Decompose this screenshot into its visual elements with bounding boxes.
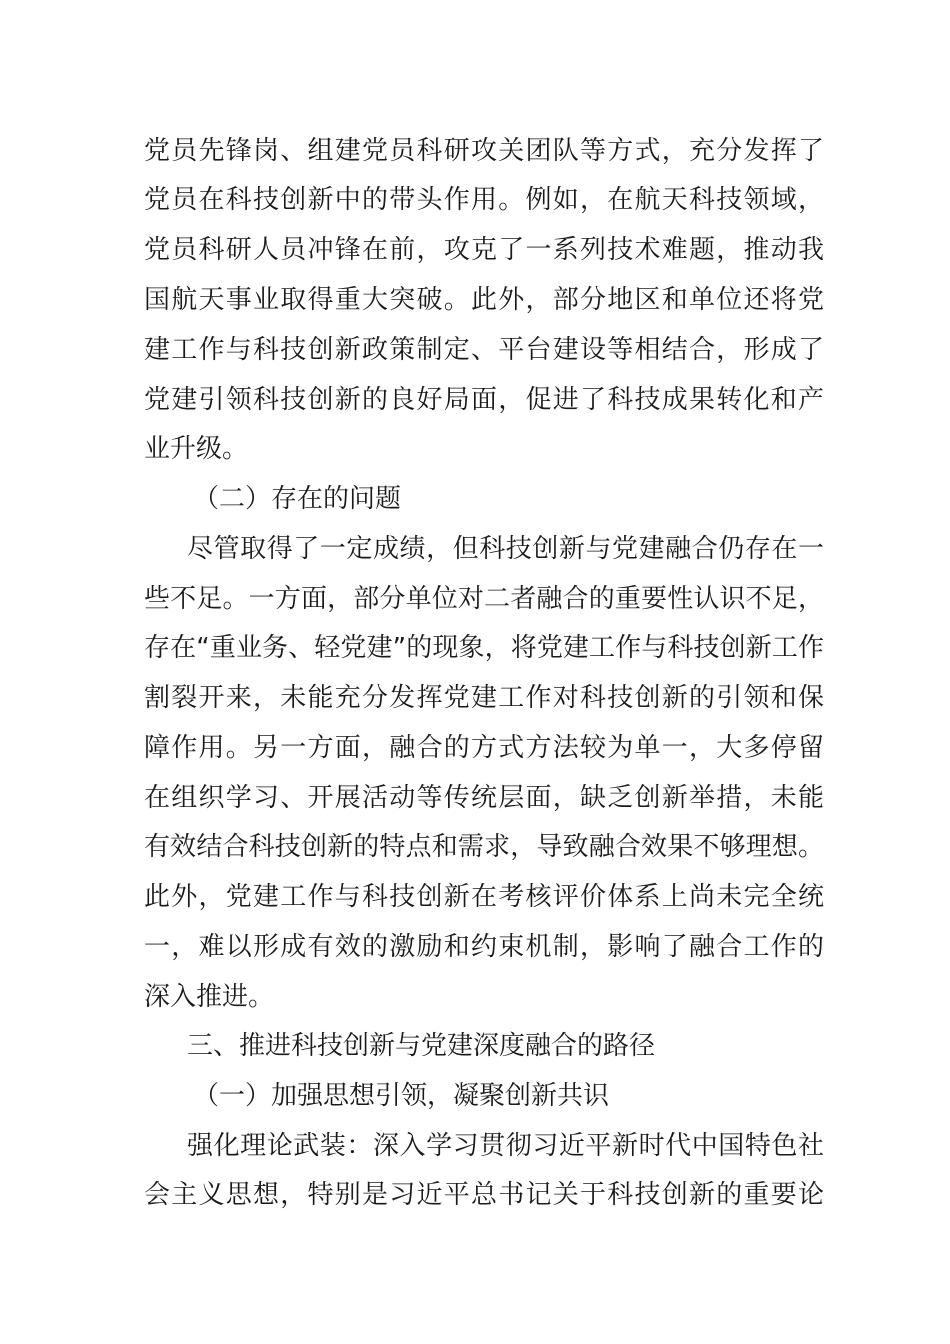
paragraph-line: 党员先锋岗、组建党员科研攻关团队等方式，充分发挥了 [144, 136, 824, 166]
paragraph-line: 国航天事业取得重大突破。此外，部分地区和单位还将党 [144, 285, 824, 315]
section-heading: 三、推进科技创新与党建深度融合的路径 [187, 1031, 656, 1061]
paragraph-line: 党员在科技创新中的带头作用。例如，在航天科技领域， [144, 185, 824, 215]
paragraph-line: 障作用。另一方面，融合的方式方法较为单一，大多停留 [144, 733, 824, 763]
paragraph-line: 业升级。 [144, 434, 249, 464]
paragraph-line: 会主义思想，特别是习近平总书记关于科技创新的重要论 [144, 1180, 824, 1210]
paragraph-line: 此外，党建工作与科技创新在考核评价体系上尚未完全统 [144, 882, 824, 912]
paragraph-line: 尽管取得了一定成绩，但科技创新与党建融合仍存在一 [187, 534, 824, 564]
subheading-thought-guidance: （一）加强思想引领，凝聚创新共识 [193, 1081, 610, 1111]
paragraph-line: 一，难以形成有效的激励和约束机制，影响了融合工作的 [144, 932, 824, 962]
paragraph-line: 党建引领科技创新的良好局面，促进了科技成果转化和产 [144, 385, 824, 415]
paragraph-line: 深入推进。 [144, 982, 275, 1012]
paragraph-line: 党员科研人员冲锋在前，攻克了一系列技术难题，推动我 [144, 235, 824, 265]
paragraph-line: 些不足。一方面，部分单位对二者融合的重要性认识不足， [144, 584, 824, 614]
paragraph-line: 建工作与科技创新政策制定、平台建设等相结合，形成了 [144, 335, 824, 365]
subheading-existing-problems: （二）存在的问题 [193, 484, 402, 514]
paragraph-line: 割裂开来，未能充分发挥党建工作对科技创新的引领和保 [144, 683, 824, 713]
paragraph-line: 有效结合科技创新的特点和需求，导致融合效果不够理想。 [144, 832, 824, 862]
paragraph-line: 强化理论武装：深入学习贯彻习近平新时代中国特色社 [187, 1131, 824, 1161]
paragraph-line: 存在“重业务、轻党建”的现象，将党建工作与科技创新工作 [144, 633, 824, 663]
paragraph-line: 在组织学习、开展活动等传统层面，缺乏创新举措，未能 [144, 783, 824, 813]
